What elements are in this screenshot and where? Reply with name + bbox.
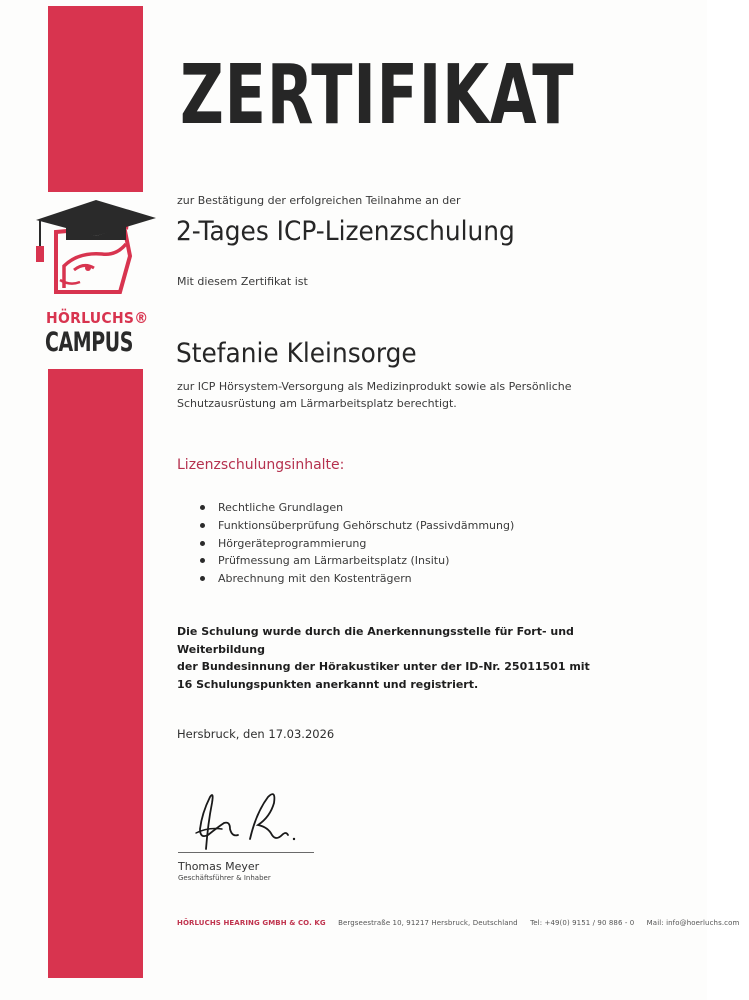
- brand-name-line1: HÖRLUCHS®: [46, 309, 149, 327]
- lynx-graduation-cap-icon: [30, 196, 160, 306]
- recognition-text: [177, 623, 647, 693]
- brand-name-line2: CAMPUS: [45, 327, 134, 358]
- footer-phone: Tel: +49(0) 9151 / 90 886 - 0: [530, 919, 635, 927]
- list-item: Hörgeräteprogrammierung: [200, 535, 514, 553]
- intro-text: zur Bestätigung der erfolgreichen Teilnahme an der: [177, 194, 461, 207]
- list-item: Funktionsüberprüfung Gehörschutz (Passivdämmung): [200, 517, 514, 535]
- certificate-statement: Mit diesem Zertifikat ist: [177, 275, 308, 288]
- footer-company: HÖRLUCHS HEARING GMBH & CO. KG: [177, 919, 326, 927]
- course-name: 2-Tages ICP-Lizenzschulung: [176, 216, 515, 247]
- list-item: Abrechnung mit den Kostenträgern: [200, 570, 514, 588]
- recognition-line: Die Schulung wurde durch die Anerkennungsstelle für Fort- und Weiterbildung: [177, 625, 574, 656]
- signature-image: [178, 783, 318, 853]
- contents-heading: Lizenzschulungsinhalte:: [177, 457, 345, 473]
- recognition-line: der Bundesinnung der Hörakustiker unter der ID-Nr. 25011501 mit: [177, 660, 590, 673]
- signature-line: [178, 852, 314, 853]
- authorization-text: [177, 378, 647, 412]
- footer-mail: Mail: info@hoerluchs.com: [646, 919, 740, 927]
- list-item: Prüfmessung am Lärmarbeitsplatz (Insitu): [200, 552, 514, 570]
- authorization-line: zur ICP Hörsystem-Versorgung als Medizinprodukt sowie als Persönliche: [177, 380, 572, 393]
- place-date: Hersbruck, den 17.03.2026: [177, 727, 335, 741]
- participant-name: Stefanie Kleinsorge: [176, 338, 417, 369]
- footer: [177, 919, 749, 927]
- authorization-line: Schutzausrüstung am Lärmarbeitsplatz berechtigt.: [177, 397, 457, 410]
- signer-role: Geschäftsführer & Inhaber: [178, 874, 271, 882]
- signer-name: Thomas Meyer: [178, 860, 260, 873]
- recognition-line: 16 Schulungspunkten anerkannt und registriert.: [177, 677, 479, 691]
- footer-address: Bergseestraße 10, 91217 Hersbruck, Deutschland: [338, 919, 518, 927]
- decorative-red-bar: [48, 6, 143, 978]
- list-item: Rechtliche Grundlagen: [200, 499, 514, 517]
- certificate-title: ZERTIFIKAT: [180, 48, 575, 143]
- contents-list: [200, 499, 514, 588]
